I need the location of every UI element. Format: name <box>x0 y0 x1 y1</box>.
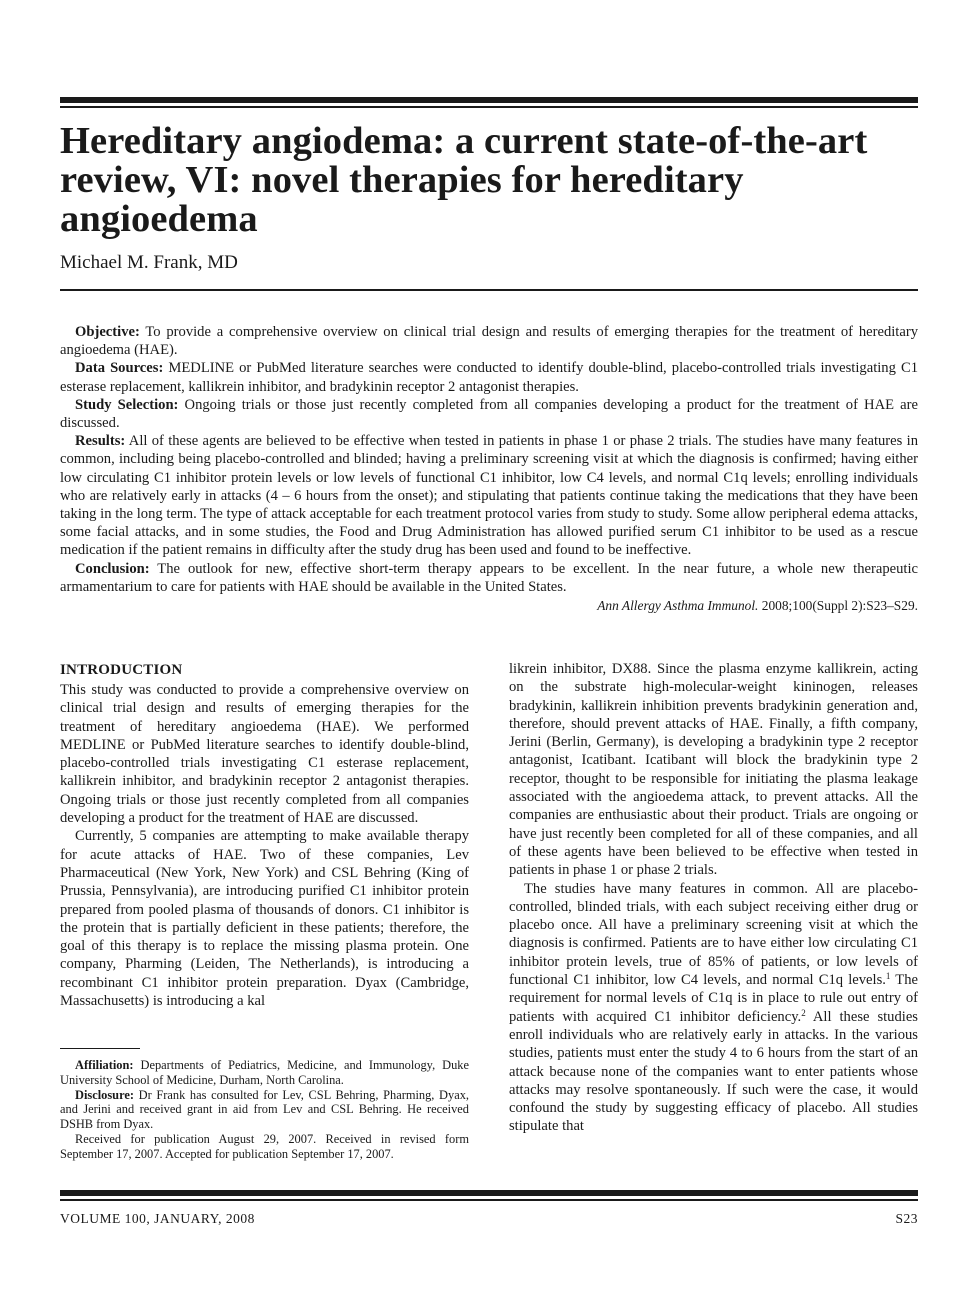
top-rule-thin <box>60 106 918 108</box>
body-text: All these studies enroll individuals who are relatively early in attacks. In the various studies, patients must enter the study 4 to 6 hours from the start of an attack because none of the companies want to enter patients whose attacks may resolve spontaneously. If such were the case, it would confound the study by suggesting efficacy of placebo. All studies stipulate that <box>509 1008 918 1135</box>
study-selection-label: Study Selection: <box>75 396 179 413</box>
conclusion-label: Conclusion: <box>75 560 150 577</box>
article-title: Hereditary angiodema: a current state-of-the-art review, VI: novel therapies for hereditary angioedema <box>60 120 868 240</box>
abstract-results <box>60 432 918 559</box>
objective-label: Objective: <box>75 324 140 340</box>
disclosure-text: Dr Frank has consulted for Lev, CSL Behring, Pharming, Dyax, and Jerini and received grant in aid from Lev and CSL Behring. He received DSHB from Dyax. <box>60 1087 469 1132</box>
results-label: Results: <box>75 433 126 450</box>
citation <box>60 597 918 615</box>
abstract-conclusion <box>60 560 918 596</box>
footer-volume: VOLUME 100, JANUARY, 2008 <box>60 1211 255 1226</box>
abstract <box>60 323 918 615</box>
footnote-disclosure <box>60 1088 469 1132</box>
abstract-objective <box>60 323 918 359</box>
top-rule-thick <box>60 97 918 103</box>
affiliation-text: Departments of Pediatrics, Medicine, and Immunology, Duke University School of Medicine, Durham, North Carolina. <box>60 1058 469 1087</box>
body-text: The requirement for normal levels of C1q is in place to rule out entry of patients with acquired C1 inhibitor deficiency. <box>509 972 918 1025</box>
objective-text: To provide a comprehensive overview on clinical trial design and results of emerging therapies for the treatment of hereditary angioedema (HAE). <box>60 324 918 359</box>
citation-details: 2008;100(Suppl 2):S23–S29. <box>758 598 918 614</box>
footer-page-number: S23 <box>895 1211 918 1226</box>
data-sources-label: Data Sources: <box>75 360 164 377</box>
footnotes <box>60 1048 469 1162</box>
footnote-affiliation <box>60 1058 469 1088</box>
title-rule <box>60 289 918 291</box>
disclosure-label: Disclosure: <box>75 1087 134 1102</box>
left-column <box>60 660 469 1010</box>
body-paragraph: Currently, 5 companies are attempting to make available therapy for acute attacks of HAE. Two of these companies, Lev Pharmaceutical (New York, New York) and CSL Behring (King of Prussia, Pennsylvania), are introducing purified C1 inhibitor protein prepared from pooled plasma of thousands of donors. C1 inhibitor is the protein that is partially deficient in these patients; therefore, the goal of this therapy is to replace the missing plasma protein. One company, Pharming (Leiden, The Netherlands), is introducing a recombinant C1 inhibitor protein preparation. Dyax (Cambridge, Massachusetts) is introducing a kal <box>60 828 469 1010</box>
footnote-received: Received for publication August 29, 2007. Received in revised form September 17, 2007. Accepted for publication September 17, 2007. <box>60 1131 469 1161</box>
abstract-data-sources <box>60 359 918 395</box>
body-text: The studies have many features in common. All are placebo-controlled, blinded trials, with each subject receiving either drug or placebo once. All have a preliminary screening visit at which the diagnosis is confirmed. Patients are to have either low circulating C1 inhibitor protein levels, true of 85% of patients, or low levels of functional C1 inhibitor, low C4 levels, and normal C1q levels. <box>509 880 918 989</box>
bottom-rule-thin <box>60 1199 918 1201</box>
abstract-study-selection <box>60 396 918 432</box>
footnote-rule <box>60 1048 140 1049</box>
right-column <box>509 660 918 1136</box>
body-paragraph <box>509 880 918 1136</box>
affiliation-label: Affiliation: <box>75 1058 134 1072</box>
reference-link[interactable]: 1 <box>885 971 891 982</box>
study-selection-text: Ongoing trials or those just recently completed from all companies developing a product for the treatment of HAE are discussed. <box>60 396 918 432</box>
results-text: All of these agents are believed to be effective when tested in patients in phase 1 or phase 2 trials. The studies have many features in common, including being placebo-controlled and blinded; having a preliminary screening visit at which the diagnosis is confirmed; having either low circulating C1 inhibitor protein levels or low levels of functional C1 inhibitor, low C4 levels, and normal C1q levels; enrolling individuals who are relatively early in attacks (4 – 6 hours from the onset); and stipulating that patients continue taking the medications that they have been taking in the long term. The type of attack acceptable for each treatment protocol varies from study to study. Some allow peripheral edema attacks, some facial attacks, and in some studies, the Food and Drug Administration has allowed purified serum C1 inhibitor to be used as a rescue medication if the patient remains in difficulty after the study drug has been used and found to be ineffective. <box>60 433 918 559</box>
citation-journal: Ann Allergy Asthma Immunol. <box>597 598 759 614</box>
author-name: Michael M. Frank, MD <box>60 252 238 273</box>
body-paragraph: likrein inhibitor, DX88. Since the plasma enzyme kallikrein, acting on the substrate high-molecular-weight kininogen, releases bradykinin, kallikrein inhibition prevents bradykinin generation and, therefore, should prevent attacks of HAE. Finally, a fifth company, Jerini (Berlin, Germany), is developing a bradykinin type 2 receptor antagonist, Icatibant. Icatibant will block the bradykinin type 2 receptor, thought to be responsible for initiating the plasma leakage associated with the angioedema attack, to prevent attacks. All the companies are enthusiastic about their product. Trials are ongoing or have just recently been completed for all of these companies, and all of these agents have been believed to be effective when tested in patients in phase 1 or phase 2 trials. <box>509 661 918 879</box>
reference-link[interactable]: 2 <box>801 1007 806 1018</box>
body-paragraph: This study was conducted to provide a comprehensive overview on clinical trial design and results of emerging therapies for the treatment of hereditary angioedema (HAE). We performed MEDLINE or PubMed literature searches to identify double-blind, placebo-controlled trials investigating C1 esterase replacement, kallikrein inhibitor, and bradykinin receptor 2 antagonist therapies. Ongoing trials or those just recently completed from all companies developing a product for the treatment of HAE are discussed. <box>60 682 469 827</box>
data-sources-text: MEDLINE or PubMed literature searches were conducted to identify double-blind, placebo-controlled trials investigating C1 esterase replacement, kallikrein inhibitor, and bradykinin receptor 2 antagonist therapies. <box>60 360 918 395</box>
bottom-rule-thick <box>60 1190 918 1196</box>
conclusion-text: The outlook for new, effective short-term therapy appears to be excellent. In the near future, a whole new therapeutic armamentarium to care for patients with HAE should be available in the United States. <box>60 560 918 595</box>
section-heading-introduction: INTRODUCTION <box>60 662 183 678</box>
